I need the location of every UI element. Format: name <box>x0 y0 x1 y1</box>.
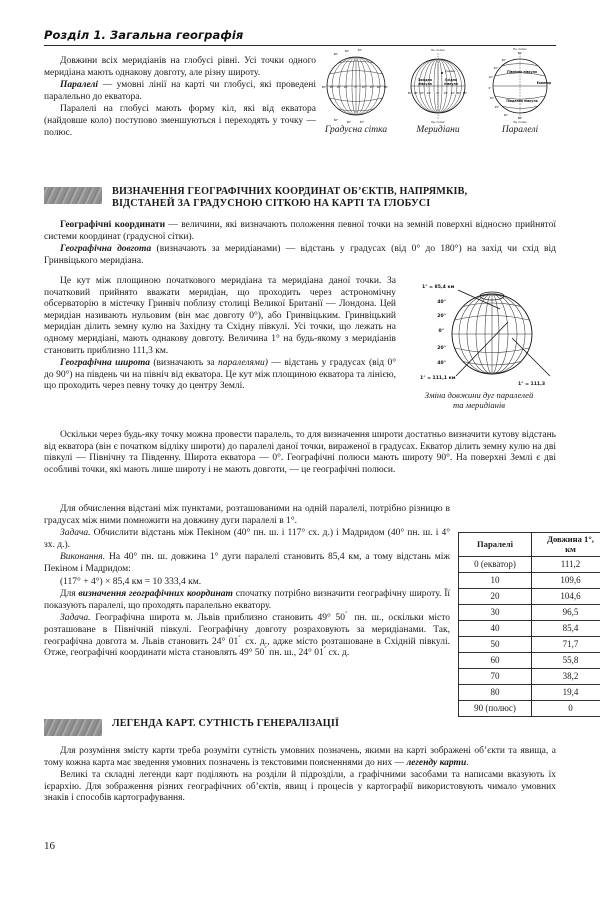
distance-calculation-block <box>44 504 450 661</box>
svg-text:60°: 60° <box>503 114 509 117</box>
table-header-row <box>459 533 600 557</box>
legend-definition-a: Для розуміння змісту карти треба розуміти сутність умовних позначень, якими на карті зображені об’єкти та явища, а тому кожна карта має зведення умовних позначень із текстовими поясненнями до них — <box>44 746 556 768</box>
svg-text:60°: 60° <box>376 86 382 89</box>
cell-length: 104,6 <box>532 589 600 605</box>
arcs-caption-line-1: Зміна довжини дуг паралелей <box>424 390 534 400</box>
cell-parallel: 50 <box>459 637 532 653</box>
arc-label-1111: 1° = 111,1 км <box>420 376 456 381</box>
section-marker-icon <box>44 719 102 736</box>
svg-text:40°: 40° <box>369 86 375 89</box>
cell-length: 85,4 <box>532 621 600 637</box>
globe-meridians-caption: Меридіани <box>416 125 460 135</box>
task-label-1: Задача. <box>60 528 91 539</box>
task-lviv-text: Географічна широта м. Львів приблизно становить 49° 50 ́ пн. ш., оскільки місто розташоване в Північній півкулі. Географічну довготу розраховують за меридіанами. Так, географічна довгота м. Львів становить 24° 01 ́ сх. д., адже місто розташоване в Східній півкулі. Отже, географічні координати міста становлять 49° 50 ́ пн. ш., 24° 01 ́ сх. д. <box>44 613 450 659</box>
svg-text:20°: 20° <box>488 76 494 79</box>
globe-graticule-drawing <box>318 44 394 124</box>
legend-body-block <box>44 746 556 806</box>
svg-text:0°: 0° <box>354 86 358 89</box>
globes-figure-row <box>318 44 558 135</box>
paragraph-geo-coordinates <box>44 220 556 243</box>
cell-length: 96,5 <box>532 605 600 621</box>
svg-text:20°: 20° <box>443 92 449 95</box>
svg-text:20°: 20° <box>426 92 432 95</box>
svg-text:80°: 80° <box>462 92 468 95</box>
term-geo-coordinates: Географічні координати <box>60 220 166 230</box>
legend-definition-b: . <box>466 757 469 768</box>
parallels-length-table-wrapper <box>458 532 600 717</box>
determine-coordinates-b: спочатку потрібно визначити географічну широту. Її показують паралелі, що проходять паралельно екватору. <box>44 589 450 611</box>
svg-text:40°: 40° <box>450 92 456 95</box>
svg-text:60°: 60° <box>501 59 507 62</box>
latitude-explanation-block <box>44 430 556 477</box>
svg-text:півкуля: півкуля <box>444 82 458 86</box>
svg-text:0°: 0° <box>488 87 492 90</box>
svg-text:60°: 60° <box>413 92 419 95</box>
parallels-length-table <box>458 532 600 717</box>
table-row <box>459 605 600 621</box>
cell-parallel: 90 (полюс) <box>459 701 532 717</box>
svg-text:Східна: Східна <box>444 78 458 82</box>
paragraph-latitude-determination: Оскільки через будь-яку точку можна провести паралель, то для визначення широти достатньо визначити кутову відстань від екватора (він є початком відліку широти) до паралелі даної точки, вираженої в градусах. Екватор ділить земну кулю на дві півкулі — Північну та Південну. Широта екватора — 0°. Географічні полюси мають широту 90°. На поверхні Землі є дві особливі точки, які мають лише широту і не мають довготи, — це географічні полюси. <box>44 430 556 475</box>
intro-paragraph-2 <box>44 80 316 103</box>
svg-text:80°: 80° <box>333 119 339 122</box>
svg-text:80°: 80° <box>333 53 339 56</box>
svg-text:80°: 80° <box>517 52 523 55</box>
paragraph-legend-structure: Великі та складні легенди карт поділяють на розділи й підрозділи, а графічними засобами та написами вказують їх ієрархію. Для зображення різних географічних об’єктів, явищ і процесів у картографії використовують чимало умовних знаків і способів картографування. <box>44 770 556 804</box>
svg-text:20°: 20° <box>437 314 446 319</box>
paragraph-longitude <box>44 244 556 267</box>
page-number: 16 <box>44 840 55 852</box>
section-heading-coordinates-text <box>112 186 467 211</box>
svg-text:40°: 40° <box>493 67 499 70</box>
determine-coordinates-a: Для <box>60 589 79 600</box>
svg-text:Західна: Західна <box>417 78 433 82</box>
cell-parallel: 60 <box>459 653 532 669</box>
coordinates-intro-block <box>44 220 556 268</box>
term-determine-coordinates: визначення географічних координат <box>78 589 233 600</box>
paragraph-longitude-rest: (визначають за меридіанами) — відстань у градусах (від 0° до 180°) на захід чи схід від Гринвіцького меридіана. <box>44 244 556 266</box>
globe-parallels-caption: Паралелі <box>501 125 539 135</box>
intro-text-block <box>44 56 316 140</box>
svg-text:60°: 60° <box>346 121 352 124</box>
svg-text:20°: 20° <box>437 346 446 351</box>
cell-length: 38,2 <box>532 669 600 685</box>
table-body <box>459 557 600 717</box>
arcs-caption-line-2: та меридіанів <box>452 400 506 410</box>
svg-text:80°: 80° <box>321 86 327 89</box>
svg-text:80°: 80° <box>407 92 413 95</box>
svg-text:Пд. полюс: Пд. полюс <box>513 121 527 124</box>
intro-paragraph-3: Паралелі на глобусі мають форму кіл, які від екватора (найдовше коло) поступово зменшуються і переходять у точку — полюс. <box>44 104 316 138</box>
table-row <box>459 653 600 669</box>
svg-text:20°: 20° <box>489 97 495 100</box>
section-marker-icon <box>44 187 102 204</box>
svg-text:60°: 60° <box>456 92 462 95</box>
equator-label: Екватор <box>536 81 552 85</box>
svg-text:40°: 40° <box>336 86 342 89</box>
intro-paragraph-1: Довжини всіх меридіанів на глобусі рівні. Усі точки одного меридіана мають однакову довготу, але різну широту. <box>44 56 316 78</box>
globe-parallels-drawing <box>482 44 558 124</box>
cell-length: 19,4 <box>532 685 600 701</box>
task-label-2: Задача. <box>60 613 91 624</box>
svg-text:40°: 40° <box>357 49 363 52</box>
task-lviv <box>44 613 450 659</box>
table-row <box>459 589 600 605</box>
svg-text:0°: 0° <box>436 92 440 95</box>
svg-text:Пн. полюс: Пн. полюс <box>513 48 527 51</box>
solution-beijing-madrid-text: На 40° пн. ш. довжина 1° дуги паралелі становить 85,4 км, а тому відстань між Пекіном і Мадридом: <box>44 552 450 574</box>
paragraph-geo-coordinates-rest: — величини, які визначають положення певної точки на земній поверхні відносно прийнятої системи координат (градусної сітки). <box>44 220 556 242</box>
table-header-length-line-1: Довжина 1°, <box>547 534 594 544</box>
arc-label-1113: 1° = 111,3 <box>518 382 546 387</box>
section-heading-coordinates <box>44 186 556 211</box>
svg-text:Пд. полюс: Пд. полюс <box>431 121 445 124</box>
paragraph-distance-rule: Для обчислення відстані між пунктами, розташованими на одній паралелі, потрібно різницю в градусах між ними помножити на довжину дуги паралелі в 1°. <box>44 504 450 526</box>
arcs-globe-drawing <box>400 276 558 388</box>
term-latitude: Географічна широта <box>60 358 150 369</box>
svg-text:0°: 0° <box>438 329 444 334</box>
arcs-figure-caption <box>400 390 558 410</box>
table-row <box>459 685 600 701</box>
svg-text:Південна півкуля: Південна півкуля <box>506 99 538 103</box>
table-header-length <box>532 533 600 557</box>
term-parallels-inline: паралелями) <box>218 358 268 369</box>
paragraph-latitude-mid: (визначають за <box>149 358 218 369</box>
section-heading-legend-text: ЛЕГЕНДА КАРТ. СУТНІСТЬ ГЕНЕРАЛІЗАЦІЇ <box>112 718 340 729</box>
cell-length: 0 <box>532 701 600 717</box>
globe-graticule <box>318 44 394 135</box>
svg-text:80°: 80° <box>383 86 389 89</box>
paragraph-greenwich: Це кут між площиною початкового меридіана та меридіана даної точки. За початковий прийнято вважати меридіан, що проходить через астрономічну обсерваторію в містечку Гринвіч поблизу столиці Великої Британії — Лондона. Цей меридіан називають нульовим (він має довготу 0°), або Гринвіцьким. Гринвіцький меридіан ділить земну кулю на Західну та Східну півкулі. Усі точки, що лежать на одному меридіані, мають однакову довготу. Величина 1° на будь-якому з меридіанів становить приблизно 111,3 км. <box>44 276 396 356</box>
table-row <box>459 701 600 717</box>
term-longitude: Географічна довгота <box>60 244 152 255</box>
task-beijing-madrid-text: Обчислити відстань між Пекіном (40° пн. ш. і 117° сх. д.) і Мадридом (40° пн. ш. і 4° зх. д.). <box>44 528 450 550</box>
table-row <box>459 621 600 637</box>
table-row <box>459 637 600 653</box>
cell-parallel: 40 <box>459 621 532 637</box>
term-paralleli: Паралелі <box>60 80 99 91</box>
task-beijing-madrid <box>44 528 450 551</box>
table-header-parallels: Паралелі <box>459 533 532 557</box>
svg-text:60°: 60° <box>329 86 335 89</box>
svg-text:20°: 20° <box>361 86 367 89</box>
arcs-length-figure <box>400 276 558 410</box>
cell-parallel: 30 <box>459 605 532 621</box>
svg-text:Північна півкуля: Північна півкуля <box>507 70 537 74</box>
svg-text:40°: 40° <box>419 92 425 95</box>
paragraph-latitude <box>44 358 396 393</box>
table-row <box>459 669 600 685</box>
section-heading-line-1: ВИЗНАЧЕННЯ ГЕОГРАФІЧНИХ КООРДИНАТ ОБ’ЄКТІВ, НАПРЯМКІВ, <box>112 186 468 197</box>
paragraph-latitude-rest: — відстань у градусах (від 0° до 90°) на південь чи на північ від екватора. Це кут між площиною екватора та лінією, що проходить через певну точку до центру Землі. <box>44 358 397 392</box>
globe-parallels <box>482 44 558 135</box>
svg-text:20°: 20° <box>343 86 349 89</box>
solution-label-1: Виконання. <box>60 552 106 563</box>
cell-parallel: 80 <box>459 685 532 701</box>
greenwich-paragraph-block <box>44 276 396 394</box>
cell-length: 111,2 <box>532 557 600 573</box>
table-header-length-line-2: км <box>565 543 576 554</box>
cell-length: 55,8 <box>532 653 600 669</box>
svg-text:півкуля: півкуля <box>418 82 432 86</box>
globe-meridians-drawing <box>400 44 476 124</box>
paragraph-legend-definition <box>44 746 556 769</box>
svg-text:80°: 80° <box>517 117 523 120</box>
cell-length: 109,6 <box>532 573 600 589</box>
cell-parallel: 70 <box>459 669 532 685</box>
solution-beijing-madrid <box>44 552 450 575</box>
cell-parallel: 10 <box>459 573 532 589</box>
term-map-legend: легенду карти <box>406 757 467 768</box>
svg-text:40°: 40° <box>437 300 446 305</box>
table-row <box>459 573 600 589</box>
svg-text:40°: 40° <box>437 361 446 366</box>
formula-beijing-madrid: (117° + 4°) × 85,4 км = 10 333,4 км. <box>60 576 202 587</box>
svg-text:Гринвіч: Гринвіч <box>444 70 456 73</box>
paragraph-determine-coordinates <box>44 589 450 612</box>
running-head-title: Розділ 1. Загальна географія <box>44 28 244 42</box>
globe-graticule-caption: Градусна сітка <box>324 125 388 135</box>
intro-paragraph-2-rest: — умовні лінії на карті чи глобусі, які проведені паралельно до екватора. <box>44 80 316 102</box>
svg-text:Пн. полюс: Пн. полюс <box>431 49 445 52</box>
section-heading-line-2: ВІДСТАНЕЙ ЗА ГРАДУСНОЮ СІТКОЮ НА КАРТІ ТА ГЛОБУСІ <box>112 198 431 210</box>
globe-meridians <box>400 44 476 135</box>
svg-text:40°: 40° <box>494 106 500 109</box>
section-heading-legend <box>44 718 556 736</box>
table-row <box>459 557 600 573</box>
svg-text:60°: 60° <box>344 50 350 53</box>
cell-parallel: 0 (екватор) <box>459 557 532 573</box>
cell-length: 71,7 <box>532 637 600 653</box>
cell-parallel: 20 <box>459 589 532 605</box>
arc-label-854: 1° = 85,4 км <box>422 285 455 290</box>
svg-text:40°: 40° <box>359 121 365 124</box>
